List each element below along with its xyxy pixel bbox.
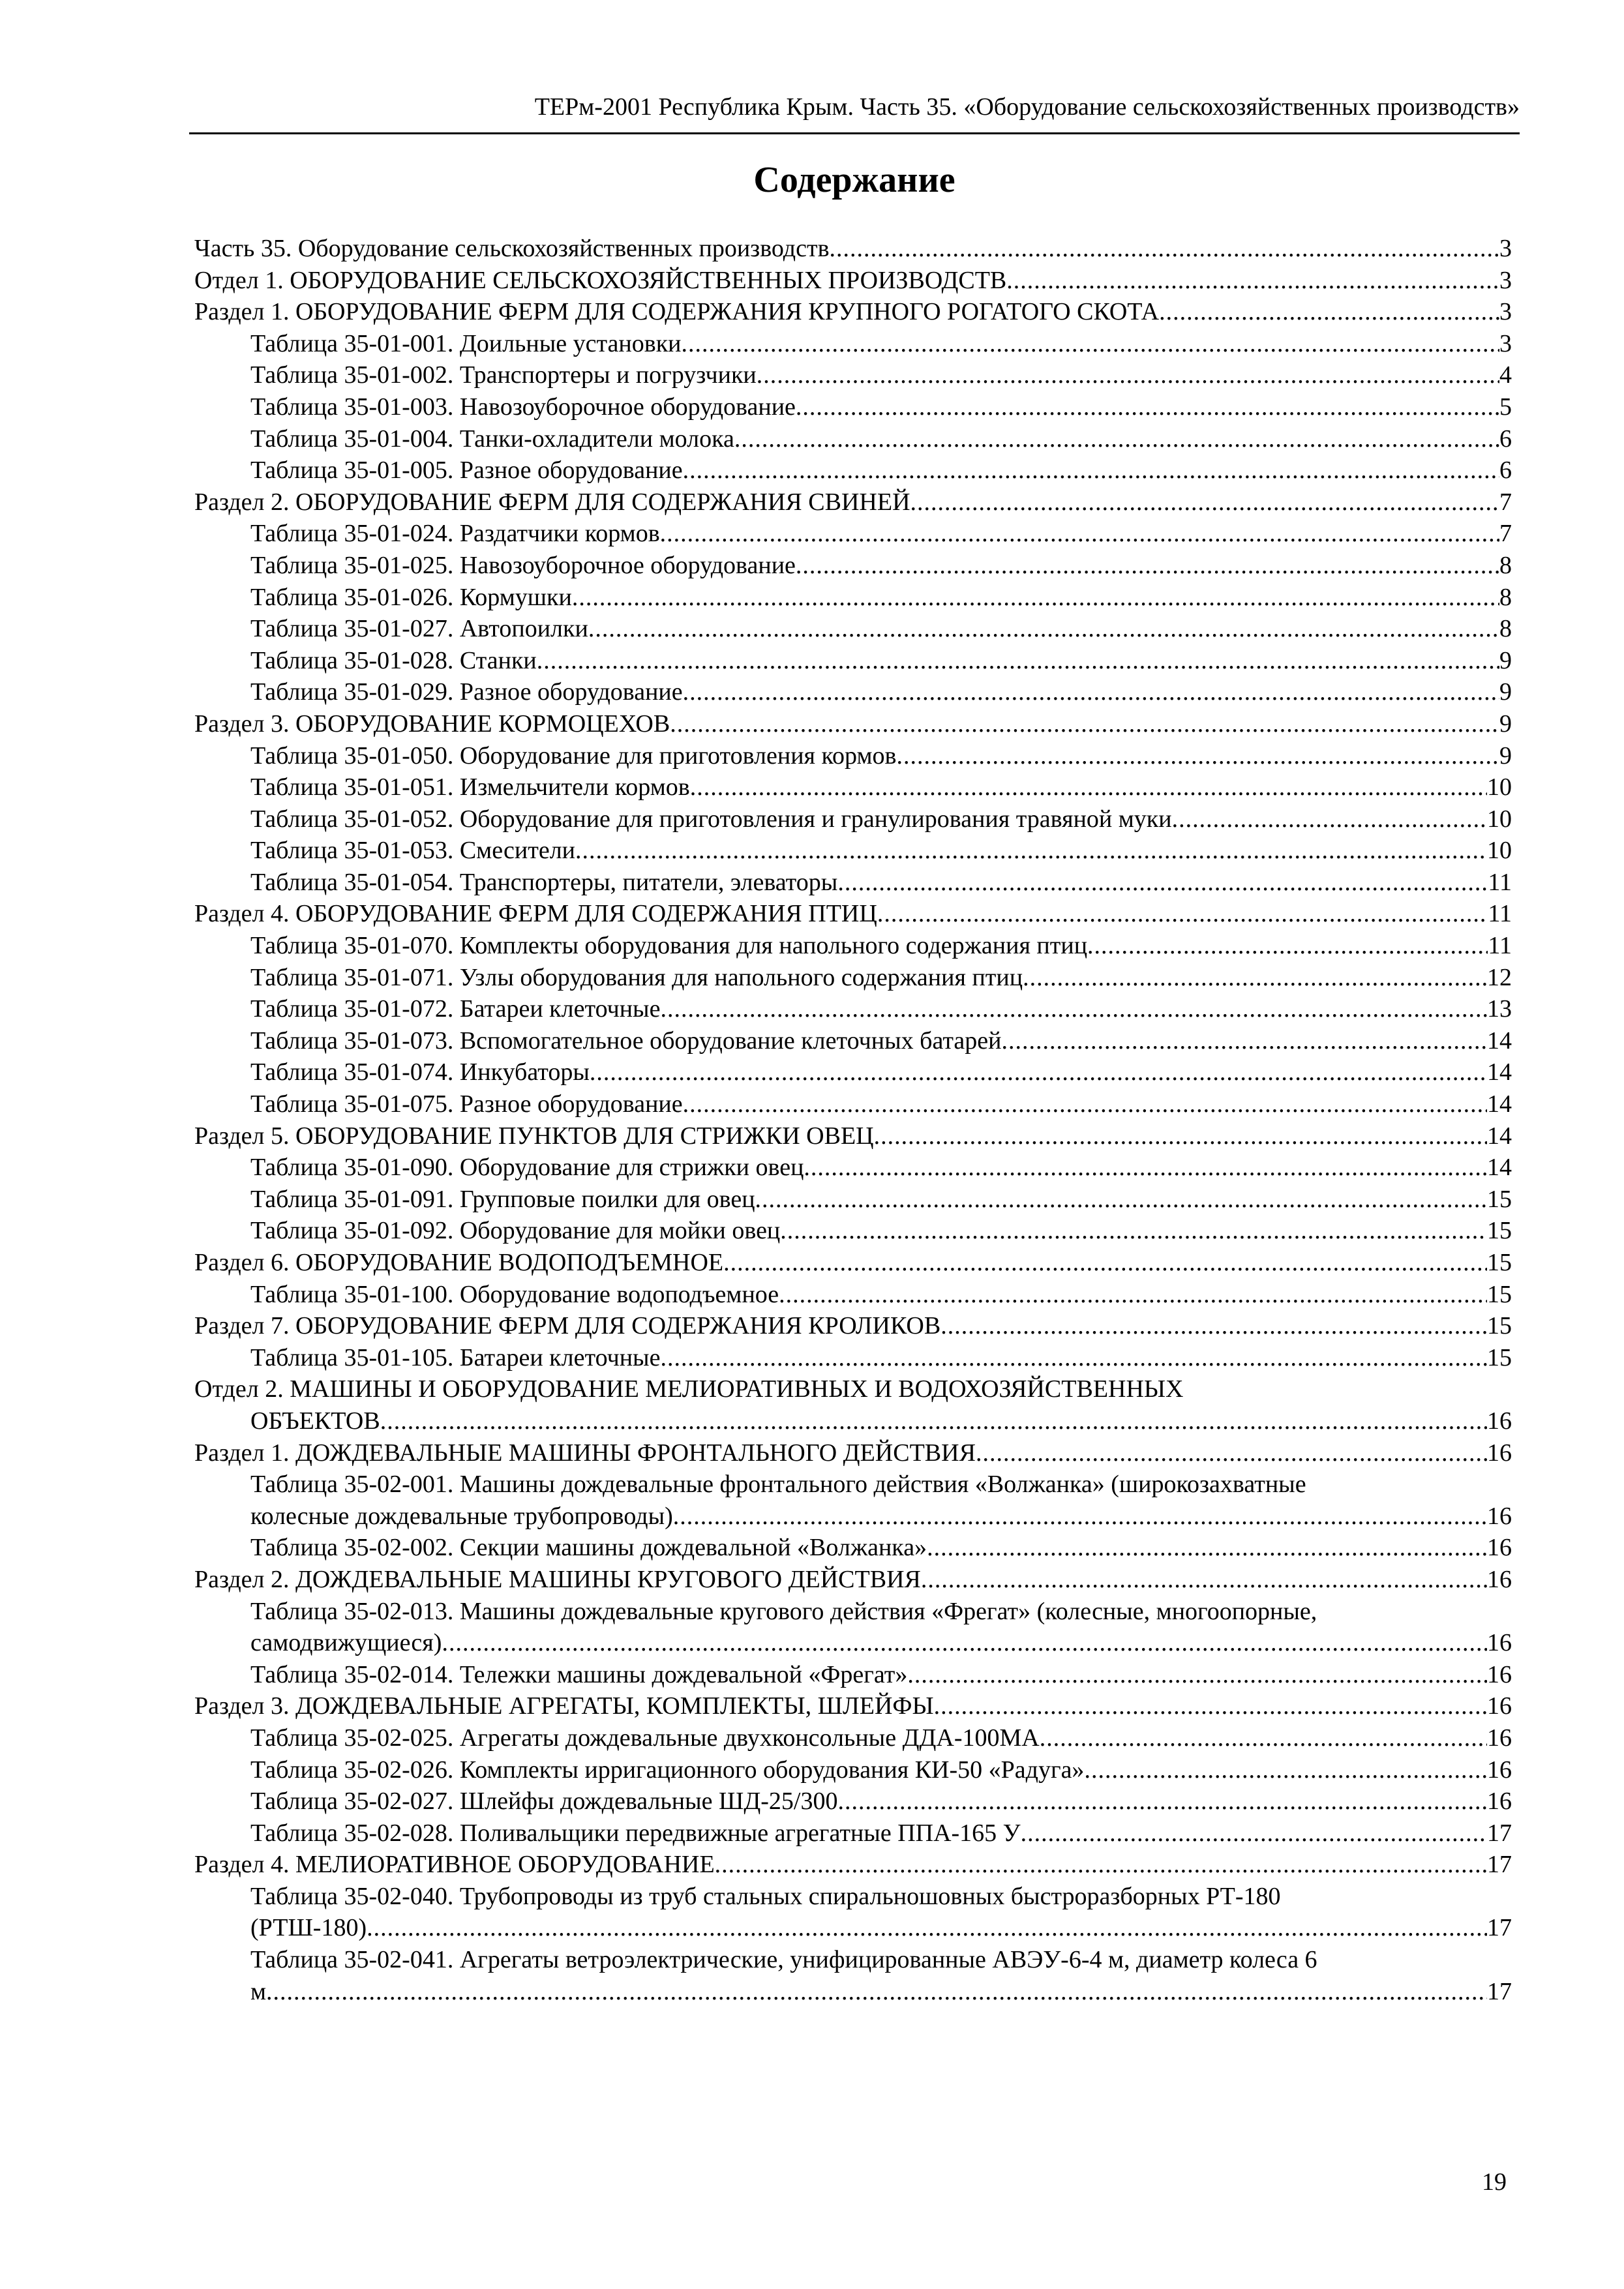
toc-entry[interactable] bbox=[194, 1279, 1512, 1311]
toc-leader-dots bbox=[796, 550, 1499, 582]
toc-entry[interactable] bbox=[194, 1976, 1512, 2008]
toc-leader-dots bbox=[588, 613, 1499, 645]
toc-leader-dots bbox=[673, 1501, 1487, 1533]
toc-entry[interactable] bbox=[194, 582, 1512, 614]
toc-entry-page: 16 bbox=[1487, 1788, 1512, 1816]
toc-entry[interactable] bbox=[194, 1912, 1512, 1944]
toc-entry-text: Таблица 35-01-071. Узлы оборудования для напольного содержания птиц bbox=[250, 963, 1023, 991]
toc-entry-text: Раздел 1. ОБОРУДОВАНИЕ ФЕРМ ДЛЯ СОДЕРЖАНИЯ КРУПНОГО РОГАТОГО СКОТА bbox=[194, 298, 1160, 326]
toc-leader-dots bbox=[755, 1184, 1487, 1216]
toc-entry[interactable] bbox=[194, 1881, 1512, 1913]
toc-entry[interactable] bbox=[194, 1944, 1512, 1976]
toc-entry-page: 7 bbox=[1499, 488, 1512, 516]
toc-entry[interactable] bbox=[194, 455, 1512, 486]
toc-entry-page: 8 bbox=[1499, 615, 1512, 643]
table-of-contents bbox=[194, 233, 1512, 2007]
toc-entry-text: Раздел 4. ОБОРУДОВАНИЕ ФЕРМ ДЛЯ СОДЕРЖАНИЯ ПТИЦ bbox=[194, 900, 877, 928]
toc-entry[interactable] bbox=[194, 613, 1512, 645]
toc-entry[interactable] bbox=[194, 423, 1512, 455]
toc-entry-page: 15 bbox=[1487, 1280, 1512, 1308]
toc-leader-dots bbox=[380, 1405, 1487, 1437]
toc-leader-dots bbox=[757, 359, 1499, 391]
toc-leader-dots bbox=[877, 898, 1488, 930]
toc-leader-dots bbox=[874, 1120, 1487, 1152]
toc-entry-text: Таблица 35-01-050. Оборудование для приготовления кормов bbox=[250, 741, 897, 770]
toc-entry-text: Отдел 1. ОБОРУДОВАНИЕ СЕЛЬСКОХОЗЯЙСТВЕННЫХ ПРОИЗВОДСТВ bbox=[194, 266, 1007, 294]
toc-leader-dots bbox=[660, 993, 1487, 1025]
toc-leader-dots bbox=[1001, 1025, 1487, 1057]
toc-entry-text: Таблица 35-01-026. Кормушки bbox=[250, 583, 572, 611]
toc-entry-text: Таблица 35-01-027. Автопоилки bbox=[250, 615, 588, 643]
toc-leader-dots bbox=[1159, 296, 1499, 328]
toc-entry-page: 17 bbox=[1487, 1977, 1512, 2005]
toc-leader-dots bbox=[670, 708, 1499, 740]
toc-entry-page: 16 bbox=[1487, 1660, 1512, 1688]
toc-entry-text: Таблица 35-02-027. Шлейфы дождевальные ШД-25/300 bbox=[250, 1788, 838, 1816]
toc-entry-text: Таблица 35-02-026. Комплекты ирригационного оборудования КИ-50 «Радуга» bbox=[250, 1756, 1085, 1784]
toc-entry-page: 3 bbox=[1499, 329, 1512, 357]
toc-entry-page: 14 bbox=[1487, 1026, 1512, 1055]
toc-entry[interactable] bbox=[194, 233, 1512, 265]
toc-entry-text: Таблица 35-01-052. Оборудование для приготовления и гранулирования травяной муки bbox=[250, 805, 1172, 833]
toc-leader-dots bbox=[837, 1786, 1487, 1818]
toc-entry-text: колесные дождевальные трубопроводы) bbox=[250, 1502, 673, 1530]
toc-entry-text: Таблица 35-01-105. Батареи клеточные bbox=[250, 1343, 661, 1371]
toc-leader-dots bbox=[940, 1310, 1487, 1342]
toc-entry[interactable] bbox=[194, 930, 1512, 962]
toc-entry[interactable] bbox=[194, 265, 1512, 297]
toc-entry[interactable] bbox=[194, 296, 1512, 328]
toc-entry-page: 10 bbox=[1487, 773, 1512, 801]
toc-leader-dots bbox=[660, 518, 1499, 550]
toc-entry[interactable] bbox=[194, 1373, 1512, 1405]
toc-leader-dots bbox=[683, 1088, 1487, 1120]
toc-entry-page: 8 bbox=[1499, 551, 1512, 579]
toc-entry-page: 15 bbox=[1487, 1343, 1512, 1371]
toc-entry-page: 16 bbox=[1487, 1502, 1512, 1530]
toc-entry-text: Таблица 35-01-004. Танки-охладители молока bbox=[250, 425, 734, 453]
toc-leader-dots bbox=[660, 1342, 1487, 1374]
toc-entry[interactable] bbox=[194, 1786, 1512, 1818]
page-title: Содержание bbox=[753, 160, 955, 200]
toc-entry-text: Таблица 35-01-072. Батареи клеточные bbox=[250, 995, 661, 1023]
toc-entry-text: Таблица 35-01-075. Разное оборудование bbox=[250, 1090, 683, 1118]
toc-leader-dots bbox=[804, 1152, 1487, 1184]
toc-entry-page: 17 bbox=[1487, 1851, 1512, 1879]
toc-entry-page: 3 bbox=[1499, 266, 1512, 294]
toc-leader-dots bbox=[367, 1912, 1487, 1944]
toc-entry[interactable] bbox=[194, 898, 1512, 930]
toc-entry[interactable] bbox=[194, 1754, 1512, 1786]
toc-entry-page: 17 bbox=[1487, 1914, 1512, 1942]
toc-leader-dots bbox=[1006, 265, 1499, 297]
toc-entry[interactable] bbox=[194, 835, 1512, 867]
toc-entry-text: Раздел 2. ДОЖДЕВАЛЬНЫЕ МАШИНЫ КРУГОВОГО ДЕЙСТВИЯ bbox=[194, 1565, 921, 1593]
toc-entry-text: Раздел 1. ДОЖДЕВАЛЬНЫЕ МАШИНЫ ФРОНТАЛЬНОГО ДЕЙСТВИЯ bbox=[194, 1439, 976, 1467]
toc-entry-text: Часть 35. Оборудование сельскохозяйственных производств bbox=[194, 235, 830, 262]
toc-entry-text: Таблица 35-02-040. Трубопроводы из труб стальных спиральношовных быстроразборных РТ-180 bbox=[250, 1882, 1281, 1910]
toc-entry-page: 5 bbox=[1499, 393, 1512, 421]
toc-entry-page: 9 bbox=[1499, 710, 1512, 738]
toc-entry[interactable] bbox=[194, 1564, 1512, 1596]
toc-entry-page: 14 bbox=[1487, 1090, 1512, 1118]
toc-entry-page: 7 bbox=[1499, 520, 1512, 548]
toc-leader-dots bbox=[683, 676, 1499, 708]
toc-entry-page: 8 bbox=[1499, 583, 1512, 611]
toc-entry-text: Таблица 35-02-001. Машины дождевальные фронтального действия «Волжанка» (широкозахватные bbox=[250, 1471, 1306, 1499]
toc-entry-page: 9 bbox=[1499, 741, 1512, 770]
toc-entry-page: 9 bbox=[1499, 678, 1512, 706]
toc-leader-dots bbox=[779, 1279, 1487, 1311]
toc-entry-page: 16 bbox=[1487, 1629, 1512, 1657]
toc-entry-page: 14 bbox=[1487, 1154, 1512, 1182]
toc-entry-text: Таблица 35-01-053. Смесители bbox=[250, 837, 576, 865]
toc-entry-page: 17 bbox=[1487, 1819, 1512, 1847]
toc-entry-text: Таблица 35-01-051. Измельчители кормов bbox=[250, 773, 690, 801]
toc-leader-dots bbox=[734, 423, 1499, 455]
toc-entry[interactable] bbox=[194, 1469, 1512, 1501]
toc-leader-dots bbox=[442, 1627, 1487, 1659]
toc-entry[interactable] bbox=[194, 1025, 1512, 1057]
toc-entry-page: 16 bbox=[1487, 1756, 1512, 1784]
toc-entry-page: 3 bbox=[1499, 235, 1512, 262]
toc-entry-page: 15 bbox=[1487, 1217, 1512, 1245]
toc-entry[interactable] bbox=[194, 1501, 1512, 1533]
toc-leader-dots bbox=[927, 1532, 1487, 1564]
toc-entry[interactable] bbox=[194, 1120, 1512, 1152]
page-number: 19 bbox=[1482, 2168, 1507, 2196]
toc-entry-text: Раздел 5. ОБОРУДОВАНИЕ ПУНКТОВ ДЛЯ СТРИЖКИ ОВЕЦ bbox=[194, 1122, 874, 1150]
toc-leader-dots bbox=[830, 233, 1499, 265]
toc-entry-page: 14 bbox=[1487, 1058, 1512, 1086]
toc-entry[interactable] bbox=[194, 1342, 1512, 1374]
toc-entry-text: Таблица 35-02-014. Тележки машины дождевальной «Фрегат» bbox=[250, 1660, 908, 1688]
toc-entry[interactable] bbox=[194, 1056, 1512, 1088]
toc-entry-text: Таблица 35-01-005. Разное оборудование bbox=[250, 456, 683, 485]
toc-entry[interactable] bbox=[194, 1247, 1512, 1279]
toc-leader-dots bbox=[683, 455, 1499, 486]
toc-entry[interactable] bbox=[194, 391, 1512, 423]
toc-leader-dots bbox=[1172, 803, 1487, 835]
toc-entry[interactable] bbox=[194, 1722, 1512, 1754]
toc-entry-text: Таблица 35-02-028. Поливальщики передвижные агрегатные ППА-165 У bbox=[250, 1819, 1021, 1847]
toc-entry-text: Таблица 35-01-002. Транспортеры и погрузчики bbox=[250, 361, 757, 389]
toc-entry-text: Таблица 35-01-024. Раздатчики кормов bbox=[250, 520, 660, 548]
toc-entry-page: 11 bbox=[1488, 932, 1512, 960]
toc-entry-page: 15 bbox=[1487, 1312, 1512, 1340]
toc-entry-page: 6 bbox=[1499, 456, 1512, 485]
toc-entry[interactable] bbox=[194, 1310, 1512, 1342]
toc-leader-dots bbox=[1084, 1754, 1487, 1786]
toc-entry-page: 6 bbox=[1499, 425, 1512, 453]
toc-entry[interactable] bbox=[194, 645, 1512, 677]
toc-entry[interactable] bbox=[194, 1849, 1512, 1881]
toc-entry-page: 16 bbox=[1487, 1439, 1512, 1467]
toc-entry-text: Таблица 35-02-002. Секции машины дождевальной «Волжанка» bbox=[250, 1534, 927, 1562]
toc-entry[interactable] bbox=[194, 771, 1512, 803]
toc-leader-dots bbox=[572, 582, 1499, 614]
toc-entry-page: 16 bbox=[1487, 1534, 1512, 1562]
toc-entry-page: 13 bbox=[1487, 995, 1512, 1023]
toc-leader-dots bbox=[921, 1564, 1487, 1596]
toc-entry-text: Раздел 3. ОБОРУДОВАНИЕ КОРМОЦЕХОВ bbox=[194, 710, 670, 738]
toc-entry-text: Раздел 3. ДОЖДЕВАЛЬНЫЕ АГРЕГАТЫ, КОМПЛЕКТЫ, ШЛЕЙФЫ bbox=[194, 1692, 934, 1720]
toc-entry-page: 3 bbox=[1499, 298, 1512, 326]
toc-entry[interactable] bbox=[194, 708, 1512, 740]
toc-entry-page: 14 bbox=[1487, 1122, 1512, 1150]
toc-entry-text: Таблица 35-01-001. Доильные установки bbox=[250, 329, 682, 357]
toc-leader-dots bbox=[575, 835, 1487, 867]
toc-entry[interactable] bbox=[194, 1596, 1512, 1628]
toc-entry-text: Таблица 35-01-091. Групповые поилки для овец bbox=[250, 1185, 755, 1213]
toc-entry[interactable] bbox=[194, 803, 1512, 835]
toc-entry-page: 15 bbox=[1487, 1249, 1512, 1276]
toc-entry[interactable] bbox=[194, 486, 1512, 518]
toc-leader-dots bbox=[723, 1247, 1487, 1279]
toc-entry-text: Таблица 35-02-041. Агрегаты ветроэлектрические, унифицированные АВЭУ-6-4 м, диаметр колеса 6 bbox=[250, 1946, 1317, 1974]
toc-entry[interactable] bbox=[194, 740, 1512, 772]
toc-entry-text: Раздел 6. ОБОРУДОВАНИЕ ВОДОПОДЪЕМНОЕ bbox=[194, 1249, 724, 1276]
toc-entry[interactable] bbox=[194, 359, 1512, 391]
toc-leader-dots bbox=[910, 486, 1499, 518]
toc-entry[interactable] bbox=[194, 1405, 1512, 1437]
toc-entry[interactable] bbox=[194, 1437, 1512, 1469]
toc-leader-dots bbox=[896, 740, 1499, 772]
toc-leader-dots bbox=[796, 391, 1499, 423]
toc-entry-page: 16 bbox=[1487, 1407, 1512, 1435]
toc-leader-dots bbox=[715, 1849, 1487, 1881]
toc-entry-text: самодвижущиеся) bbox=[250, 1629, 442, 1657]
toc-leader-dots bbox=[537, 645, 1499, 677]
toc-entry-page: 10 bbox=[1487, 805, 1512, 833]
toc-leader-dots bbox=[837, 867, 1488, 899]
toc-entry[interactable] bbox=[194, 676, 1512, 708]
toc-entry[interactable] bbox=[194, 1215, 1512, 1247]
toc-entry[interactable] bbox=[194, 518, 1512, 550]
toc-entry-text: Таблица 35-02-025. Агрегаты дождевальные двухконсольные ДДА-100МА bbox=[250, 1724, 1040, 1752]
toc-entry-text: Раздел 4. МЕЛИОРАТИВНОЕ ОБОРУДОВАНИЕ bbox=[194, 1851, 715, 1879]
toc-entry-text: ОБЪЕКТОВ bbox=[250, 1407, 380, 1435]
toc-entry[interactable] bbox=[194, 328, 1512, 360]
toc-leader-dots bbox=[934, 1690, 1487, 1722]
toc-entry[interactable] bbox=[194, 1532, 1512, 1564]
toc-entry-page: 4 bbox=[1499, 361, 1512, 389]
toc-entry-text: Таблица 35-01-025. Навозоуборочное оборудование bbox=[250, 551, 796, 579]
toc-entry[interactable] bbox=[194, 1184, 1512, 1216]
toc-entry-page: 10 bbox=[1487, 837, 1512, 865]
toc-entry-page: 16 bbox=[1487, 1724, 1512, 1752]
running-header-text: ТЕРм-2001 Республика Крым. Часть 35. «Оборудование сельскохозяйственных производств» bbox=[534, 93, 1520, 121]
toc-leader-dots bbox=[907, 1659, 1487, 1691]
toc-entry[interactable] bbox=[194, 550, 1512, 582]
toc-entry-text: Таблица 35-01-054. Транспортеры, питатели, элеваторы bbox=[250, 868, 838, 896]
toc-leader-dots bbox=[682, 328, 1500, 360]
toc-entry[interactable] bbox=[194, 1659, 1512, 1691]
toc-leader-dots bbox=[690, 771, 1487, 803]
toc-entry-page: 11 bbox=[1488, 900, 1512, 928]
toc-entry-text: Таблица 35-01-003. Навозоуборочное оборудование bbox=[250, 393, 796, 421]
toc-entry-page: 15 bbox=[1487, 1185, 1512, 1213]
toc-entry-page: 9 bbox=[1499, 646, 1512, 674]
running-header bbox=[189, 91, 1520, 134]
toc-entry-text: Таблица 35-01-100. Оборудование водоподъемное bbox=[250, 1280, 779, 1308]
toc-entry-page: 16 bbox=[1487, 1565, 1512, 1593]
toc-entry[interactable] bbox=[194, 1690, 1512, 1722]
toc-entry[interactable] bbox=[194, 1627, 1512, 1659]
toc-entry-text: Раздел 7. ОБОРУДОВАНИЕ ФЕРМ ДЛЯ СОДЕРЖАНИЯ КРОЛИКОВ bbox=[194, 1312, 941, 1340]
toc-entry-text: Таблица 35-01-092. Оборудование для мойки овец bbox=[250, 1217, 781, 1245]
toc-leader-dots bbox=[1040, 1722, 1487, 1754]
toc-entry-text: Отдел 2. МАШИНЫ И ОБОРУДОВАНИЕ МЕЛИОРАТИВНЫХ И ВОДОХОЗЯЙСТВЕННЫХ bbox=[194, 1375, 1184, 1403]
toc-entry[interactable] bbox=[194, 1152, 1512, 1184]
toc-entry-text: Таблица 35-01-073. Вспомогательное оборудование клеточных батарей bbox=[250, 1026, 1002, 1055]
toc-entry[interactable] bbox=[194, 962, 1512, 994]
toc-entry-text: Таблица 35-02-013. Машины дождевальные кругового действия «Фрегат» (колесные, многоопорные, bbox=[250, 1597, 1317, 1625]
toc-entry-text: Таблица 35-01-070. Комплекты оборудования для напольного содержания птиц bbox=[250, 932, 1088, 960]
toc-entry[interactable] bbox=[194, 1088, 1512, 1120]
toc-entry-text: Таблица 35-01-029. Разное оборудование bbox=[250, 678, 683, 706]
toc-leader-dots bbox=[266, 1976, 1487, 2008]
toc-entry[interactable] bbox=[194, 993, 1512, 1025]
toc-leader-dots bbox=[1023, 962, 1487, 994]
toc-leader-dots bbox=[780, 1215, 1487, 1247]
toc-leader-dots bbox=[1087, 930, 1488, 962]
toc-entry-text: Раздел 2. ОБОРУДОВАНИЕ ФЕРМ ДЛЯ СОДЕРЖАНИЯ СВИНЕЙ bbox=[194, 488, 910, 516]
toc-entry-text: Таблица 35-01-028. Станки bbox=[250, 646, 537, 674]
toc-entry-text: Таблица 35-01-090. Оборудование для стрижки овец bbox=[250, 1154, 804, 1182]
toc-leader-dots bbox=[590, 1056, 1487, 1088]
toc-entry-page: 16 bbox=[1487, 1692, 1512, 1720]
toc-entry-page: 12 bbox=[1487, 963, 1512, 991]
toc-entry-text: (РТШ-180) bbox=[250, 1914, 367, 1942]
toc-entry[interactable] bbox=[194, 1818, 1512, 1849]
toc-entry-text: м bbox=[250, 1977, 267, 2005]
toc-entry-text: Таблица 35-01-074. Инкубаторы bbox=[250, 1058, 590, 1086]
toc-leader-dots bbox=[1021, 1818, 1487, 1849]
toc-entry-page: 11 bbox=[1488, 868, 1512, 896]
toc-leader-dots bbox=[976, 1437, 1487, 1469]
toc-entry[interactable] bbox=[194, 867, 1512, 899]
